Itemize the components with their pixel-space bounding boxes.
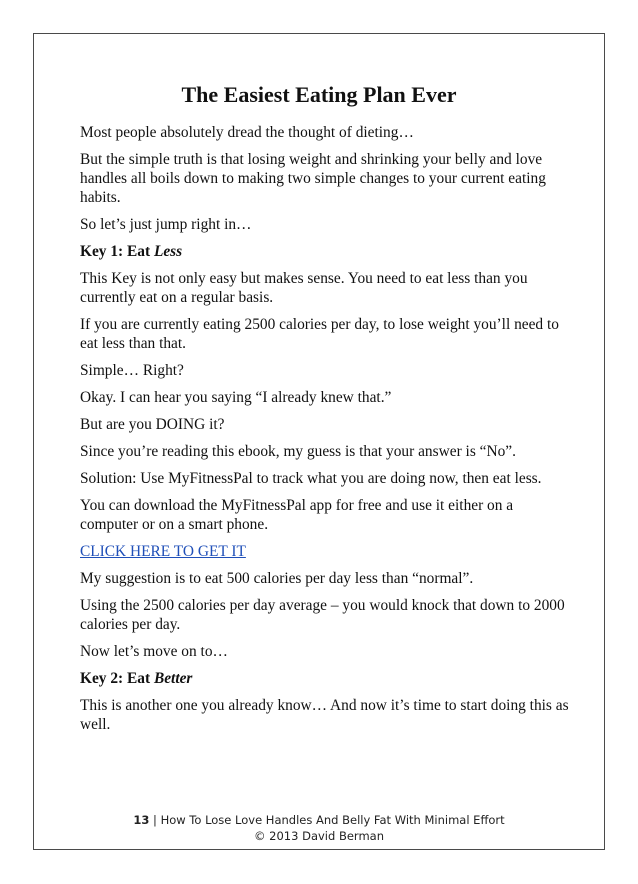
key-2-heading — [80, 669, 570, 688]
key-1-heading — [80, 242, 570, 261]
paragraph: But the simple truth is that losing weight and shrinking your belly and love handles all boils down to making two simple changes to your current eating habits. — [80, 151, 546, 206]
key-1-prefix: Key 1: Eat — [80, 243, 154, 260]
copyright: © 2013 David Berman — [254, 829, 384, 843]
paragraph: Now let’s move on to… — [80, 643, 228, 660]
paragraph: So let’s just jump right in… — [80, 216, 252, 233]
page-body — [80, 123, 570, 742]
page-footer — [0, 812, 638, 844]
key-2-prefix: Key 2: Eat — [80, 670, 154, 687]
page-title: The Easiest Eating Plan Ever — [181, 82, 457, 107]
link-paragraph — [80, 542, 570, 561]
paragraph: Solution: Use MyFitnessPal to track what you are doing now, then eat less. — [80, 470, 542, 487]
key-1-emphasis: Less — [153, 243, 183, 260]
key-2-emphasis: Better — [153, 670, 193, 687]
paragraph: This Key is not only easy but makes sense. You need to eat less than you currently eat on a regular basis. — [80, 270, 528, 306]
paragraph: Most people absolutely dread the thought of dieting… — [80, 124, 414, 141]
paragraph: Using the 2500 calories per day average – you would knock that down to 2000 calories per day. — [80, 597, 565, 633]
paragraph: My suggestion is to eat 500 calories per day less than “normal”. — [80, 570, 474, 587]
footer-separator: | — [153, 813, 157, 827]
footer-line-1 — [0, 812, 638, 828]
paragraph: If you are currently eating 2500 calories per day, to lose weight you’ll need to eat less than that. — [80, 316, 559, 352]
page-number: 13 — [133, 813, 150, 827]
get-it-link[interactable]: CLICK HERE TO GET IT — [80, 543, 246, 560]
book-title: How To Lose Love Handles And Belly Fat With Minimal Effort — [160, 813, 505, 827]
paragraph: Okay. I can hear you saying “I already knew that.” — [80, 389, 392, 406]
paragraph: You can download the MyFitnessPal app for free and use it either on a computer or on a smart phone. — [80, 497, 514, 533]
paragraph: Since you’re reading this ebook, my guess is that your answer is “No”. — [80, 443, 516, 460]
paragraph: But are you DOING it? — [80, 416, 225, 433]
paragraph: This is another one you already know… And now it’s time to start doing this as well. — [80, 697, 569, 733]
paragraph: Simple… Right? — [80, 362, 184, 379]
